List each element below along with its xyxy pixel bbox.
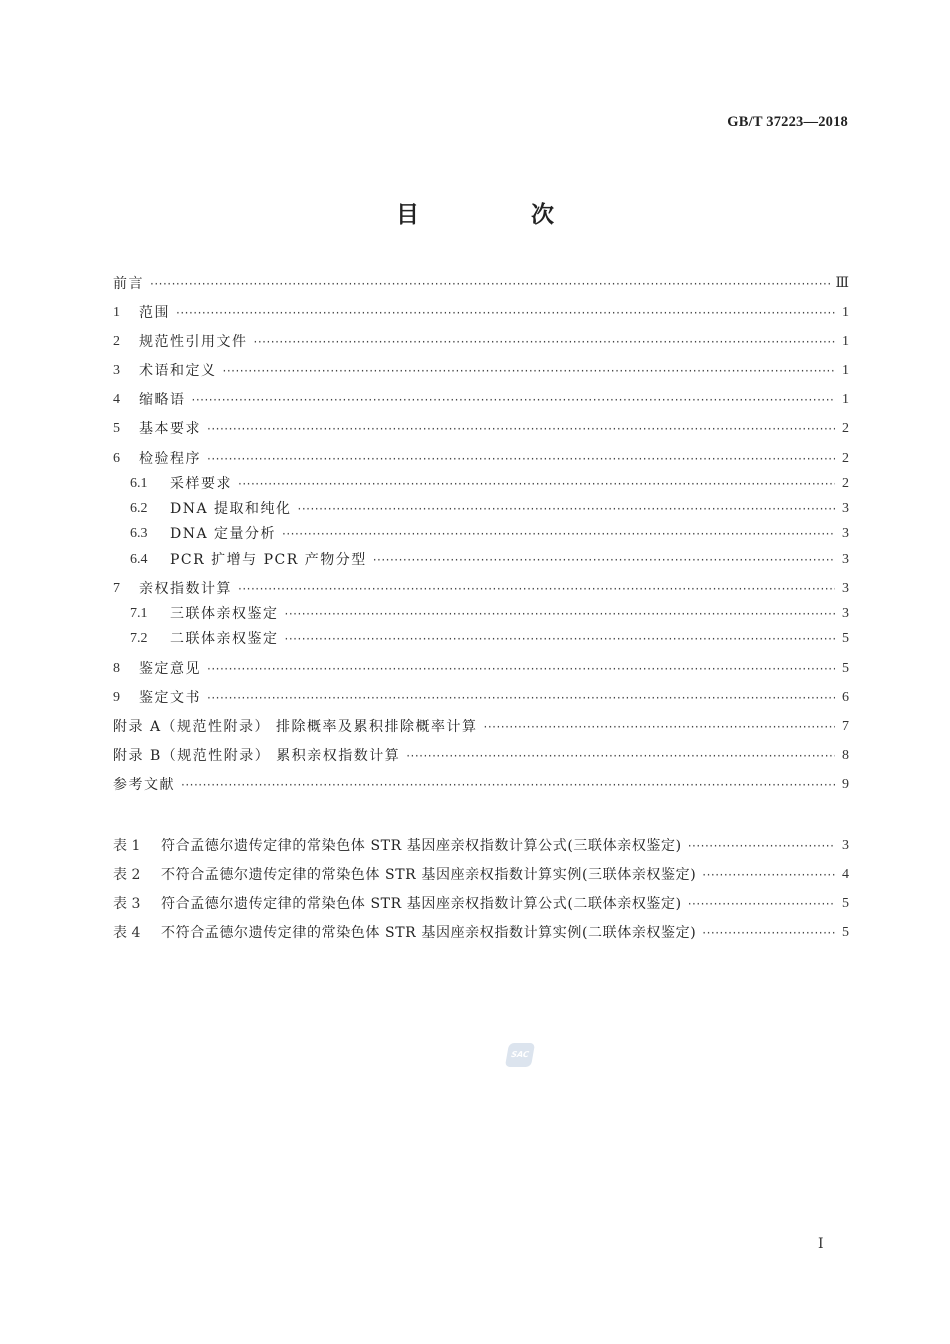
toc-entry-label: 亲权指数计算 xyxy=(139,581,232,597)
toc-entry[interactable] xyxy=(113,522,849,544)
toc-entry-label: 三联体亲权鉴定 xyxy=(170,606,279,622)
table-list-number: 表 2 xyxy=(113,867,141,883)
leader-dots xyxy=(688,836,835,856)
toc-entry-page: 1 xyxy=(842,363,849,378)
toc-entry-label: 参考文献 xyxy=(113,777,175,793)
toc-entry[interactable] xyxy=(113,417,849,439)
table-list-label: 不符合孟德尔遗传定律的常染色体 STR 基因座亲权指数计算实例(二联体亲权鉴定) xyxy=(161,925,697,941)
toc-entry[interactable] xyxy=(113,715,849,737)
toc-entry-label: 二联体亲权鉴定 xyxy=(170,631,279,647)
page-number: Ⅰ xyxy=(818,1237,824,1252)
toc-entry-number: 2 xyxy=(113,334,120,349)
toc-entry-number: 8 xyxy=(113,661,120,676)
toc-entry-page: 3 xyxy=(842,552,849,567)
toc-entry-label: 缩略语 xyxy=(139,392,186,408)
leader-dots xyxy=(688,894,835,914)
toc-entry-number: 6.1 xyxy=(130,476,148,491)
leader-dots xyxy=(702,923,835,943)
standard-code: GB/T 37223—2018 xyxy=(727,114,848,130)
toc-entry-page: 2 xyxy=(842,451,849,466)
page-title: 目 次 xyxy=(395,202,606,228)
toc-entry[interactable] xyxy=(113,686,849,708)
toc-entry-label: DNA 定量分析 xyxy=(170,526,277,542)
toc-entry-page: Ⅲ xyxy=(835,276,849,291)
toc-entry-label: 鉴定意见 xyxy=(139,661,201,677)
table-list-entry[interactable] xyxy=(113,834,849,856)
toc-entry-number: 5 xyxy=(113,421,120,436)
table-list-label: 符合孟德尔遗传定律的常染色体 STR 基因座亲权指数计算公式(二联体亲权鉴定) xyxy=(161,896,682,912)
leader-dots xyxy=(207,449,835,469)
toc-entry-label: 附录 A（规范性附录） 排除概率及累积排除概率计算 xyxy=(113,719,478,735)
leader-dots xyxy=(150,274,831,294)
toc-entry[interactable] xyxy=(113,602,849,624)
leader-dots xyxy=(176,303,835,323)
toc-entry-number: 6.3 xyxy=(130,526,148,541)
table-list-number: 表 4 xyxy=(113,925,141,941)
table-list-label: 符合孟德尔遗传定律的常染色体 STR 基因座亲权指数计算公式(三联体亲权鉴定) xyxy=(161,838,682,854)
toc-entry-page: 1 xyxy=(842,334,849,349)
toc-entry-label: 基本要求 xyxy=(139,421,201,437)
toc-entry-number: 6 xyxy=(113,451,120,466)
toc-entry-label: DNA 提取和纯化 xyxy=(170,501,292,517)
toc-entry-page: 2 xyxy=(842,421,849,436)
toc-entry-page: 8 xyxy=(842,748,849,763)
leader-dots xyxy=(484,717,835,737)
toc-entry[interactable] xyxy=(113,447,849,469)
toc-entry-page: 5 xyxy=(842,631,849,646)
toc-entry-page: 3 xyxy=(842,581,849,596)
toc-entry[interactable] xyxy=(113,773,849,795)
leader-dots xyxy=(285,629,836,649)
toc-entry-number: 6.4 xyxy=(130,552,148,567)
table-list-page: 4 xyxy=(842,867,849,882)
toc-entry-page: 2 xyxy=(842,476,849,491)
toc-entry-page: 3 xyxy=(842,501,849,516)
toc-entry[interactable] xyxy=(113,548,849,570)
toc-entry-label: 附录 B（规范性附录） 累积亲权指数计算 xyxy=(113,748,401,764)
toc-entry-page: 5 xyxy=(842,661,849,676)
leader-dots xyxy=(373,550,835,570)
toc-entry[interactable] xyxy=(113,627,849,649)
leader-dots xyxy=(254,332,836,352)
toc-entry-number: 3 xyxy=(113,363,120,378)
toc-entry[interactable] xyxy=(113,472,849,494)
table-list-entry[interactable] xyxy=(113,892,849,914)
leader-dots xyxy=(192,390,836,410)
leader-dots xyxy=(207,419,835,439)
toc-entry-label: 检验程序 xyxy=(139,451,201,467)
toc-entry[interactable] xyxy=(113,388,849,410)
leader-dots xyxy=(238,474,835,494)
toc-entry[interactable] xyxy=(113,744,849,766)
toc-entry-number: 6.2 xyxy=(130,501,148,516)
toc-entry-number: 7.2 xyxy=(130,631,148,646)
table-list-page: 3 xyxy=(842,838,849,853)
toc-entry-number: 9 xyxy=(113,690,120,705)
table-list-page: 5 xyxy=(842,925,849,940)
table-list-number: 表 1 xyxy=(113,838,141,854)
toc-entry[interactable] xyxy=(113,301,849,323)
toc-entry-page: 6 xyxy=(842,690,849,705)
table-list-number: 表 3 xyxy=(113,896,141,912)
table-list-page: 5 xyxy=(842,896,849,911)
leader-dots xyxy=(702,865,835,885)
leader-dots xyxy=(285,604,836,624)
leader-dots xyxy=(406,746,835,766)
toc-entry-label: 前言 xyxy=(113,276,144,292)
table-list-entry[interactable] xyxy=(113,863,849,885)
leader-dots xyxy=(207,659,835,679)
leader-dots xyxy=(181,775,835,795)
toc-entry-label: 范围 xyxy=(139,305,170,321)
toc-entry-page: 3 xyxy=(842,606,849,621)
toc-entry[interactable] xyxy=(113,272,849,294)
toc-entry-page: 1 xyxy=(842,392,849,407)
toc-entry-page: 7 xyxy=(842,719,849,734)
toc-entry-number: 7.1 xyxy=(130,606,148,621)
toc-entry-number: 1 xyxy=(113,305,120,320)
toc-entry-label: 术语和定义 xyxy=(139,363,217,379)
table-list-label: 不符合孟德尔遗传定律的常染色体 STR 基因座亲权指数计算实例(三联体亲权鉴定) xyxy=(161,867,697,883)
leader-dots xyxy=(238,579,835,599)
leader-dots xyxy=(298,499,835,519)
toc-entry-number: 7 xyxy=(113,581,120,596)
toc-entry-page: 3 xyxy=(842,526,849,541)
leader-dots xyxy=(282,524,835,544)
leader-dots xyxy=(207,688,835,708)
sac-logo-watermark: SAC xyxy=(505,1043,535,1067)
leader-dots xyxy=(223,361,836,381)
toc-entry[interactable] xyxy=(113,497,849,519)
toc-entry-page: 9 xyxy=(842,777,849,792)
toc-entry-label: 规范性引用文件 xyxy=(139,334,248,350)
toc-entry-number: 4 xyxy=(113,392,120,407)
toc-entry-label: PCR 扩增与 PCR 产物分型 xyxy=(170,552,367,568)
toc-entry-page: 1 xyxy=(842,305,849,320)
toc-entry-label: 采样要求 xyxy=(170,476,232,492)
toc-entry[interactable] xyxy=(113,330,849,352)
toc-entry-label: 鉴定文书 xyxy=(139,690,201,706)
toc-entry[interactable] xyxy=(113,657,849,679)
toc-entry[interactable] xyxy=(113,577,849,599)
toc-entry[interactable] xyxy=(113,359,849,381)
table-list-entry[interactable] xyxy=(113,921,849,943)
